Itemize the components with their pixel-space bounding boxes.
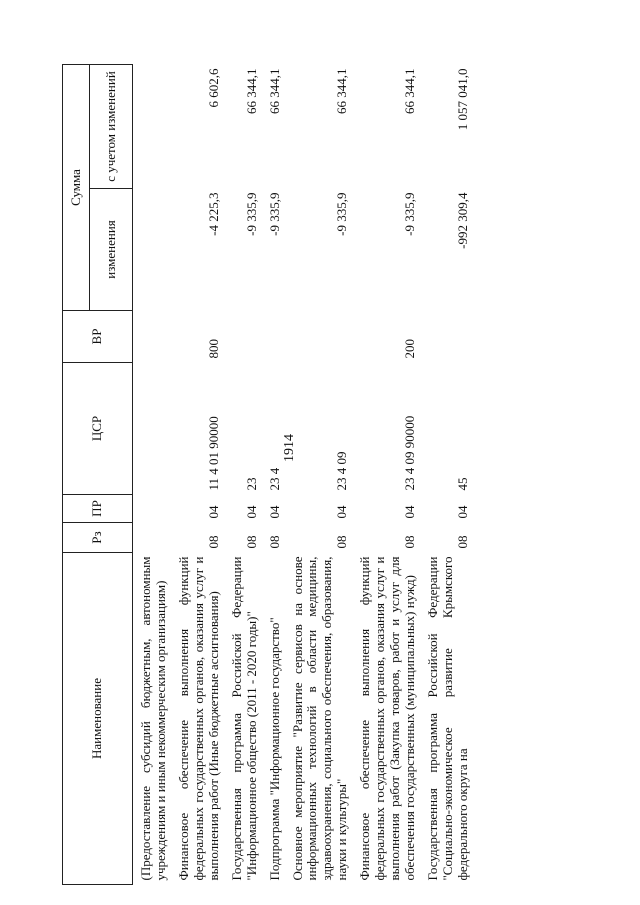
table-row bbox=[262, 65, 285, 885]
cell-change: -4 225,3 bbox=[205, 192, 221, 236]
cell-change: -9 335,9 bbox=[334, 192, 350, 236]
cell-rz bbox=[133, 523, 171, 553]
cell-vr bbox=[133, 311, 171, 363]
cell-change: -9 335,9 bbox=[243, 192, 259, 236]
header-name: Наименование bbox=[63, 553, 133, 885]
cell-vr bbox=[285, 311, 353, 363]
table-row bbox=[420, 65, 473, 885]
cell-name: Финансовое обеспечение выполнения функций федеральных государственных органов, оказания услуг и выполнения работ (Иные бюджетные ассигнования) bbox=[175, 556, 221, 881]
table-row bbox=[285, 65, 353, 885]
table-row bbox=[133, 65, 171, 885]
cell-csr: 45 bbox=[454, 477, 470, 491]
cell-name: Подпрограмма "Информационное государство" bbox=[266, 617, 282, 881]
cell-with-change bbox=[133, 65, 171, 189]
cell-name: Государственная программа Российской Федерации "Информационное общество (2011 - 2020 годы)" bbox=[228, 556, 259, 881]
table-row bbox=[352, 65, 420, 885]
table-row bbox=[171, 65, 224, 885]
cell-with-change: 66 344,1 bbox=[402, 68, 418, 114]
cell-vr: 200 bbox=[402, 339, 418, 359]
cell-pr: 04 bbox=[266, 505, 282, 519]
cell-rz: 08 bbox=[402, 535, 418, 549]
page-number: 1914 bbox=[282, 434, 297, 462]
header-vr: ВР bbox=[63, 311, 133, 363]
cell-with-change: 6 602,6 bbox=[205, 68, 221, 108]
cell-csr: 23 4 09 bbox=[334, 451, 350, 491]
cell-pr: 04 bbox=[454, 505, 470, 519]
header-with-change: с учетом изменений bbox=[90, 65, 133, 189]
cell-with-change: 1 057 041,0 bbox=[454, 68, 470, 131]
cell-rz: 08 bbox=[334, 535, 350, 549]
cell-with-change: 66 344,1 bbox=[243, 68, 259, 114]
cell-change bbox=[133, 189, 171, 311]
cell-csr: 11 4 01 90000 bbox=[205, 416, 221, 491]
cell-vr: 800 bbox=[205, 339, 221, 359]
cell-change: -9 335,9 bbox=[266, 192, 282, 236]
cell-csr: 23 bbox=[243, 477, 259, 491]
cell-rz: 08 bbox=[454, 535, 470, 549]
cell-csr: 23 4 bbox=[266, 467, 282, 491]
cell-change: -992 309,4 bbox=[454, 192, 470, 249]
cell-rz: 08 bbox=[205, 535, 221, 549]
cell-rz: 08 bbox=[243, 535, 259, 549]
cell-pr: 04 bbox=[402, 505, 418, 519]
header-pr: ПР bbox=[63, 495, 133, 523]
cell-pr: 04 bbox=[334, 505, 350, 519]
cell-csr: 23 4 09 90000 bbox=[402, 415, 418, 491]
header-sum: Сумма bbox=[63, 65, 90, 311]
cell-vr bbox=[420, 311, 473, 363]
table-row bbox=[224, 65, 262, 885]
cell-vr bbox=[262, 311, 285, 363]
cell-name: Финансовое обеспечение выполнения функций федеральных государственных органов, оказания услуг и выполнения работ (Закупка товаров, работ и услуг для обеспечения государственных (муниципальных) нужд) bbox=[357, 556, 418, 881]
header-csr: ЦСР bbox=[63, 363, 133, 495]
header-rz: Рз bbox=[63, 523, 133, 553]
cell-csr bbox=[133, 363, 171, 495]
table-body bbox=[133, 65, 473, 885]
table-header bbox=[63, 65, 133, 885]
cell-with-change: 66 344,1 bbox=[266, 68, 282, 114]
budget-table bbox=[62, 64, 473, 885]
cell-name: (Предоставление субсидий бюджетным, автономным учреждениям и иным некоммерческим организациям) bbox=[138, 556, 168, 881]
cell-pr: 04 bbox=[243, 505, 259, 519]
header-change: изменения bbox=[90, 189, 133, 311]
cell-change: -9 335,9 bbox=[402, 192, 418, 236]
rotated-page-content bbox=[62, 43, 640, 885]
cell-with-change: 66 344,1 bbox=[334, 68, 350, 114]
cell-pr bbox=[133, 495, 171, 523]
cell-name: Основное мероприятие "Развитие сервисов на основе информационных технологий в области медицины, здравоохранения, социального обеспечения, образования, науки и культуры" bbox=[289, 556, 350, 881]
cell-vr bbox=[224, 311, 262, 363]
cell-pr: 04 bbox=[205, 505, 221, 519]
cell-name: Государственная программа Российской Федерации "Социально-экономическое развитие Крымского федерального округа на bbox=[425, 556, 470, 881]
cell-rz: 08 bbox=[266, 535, 282, 549]
